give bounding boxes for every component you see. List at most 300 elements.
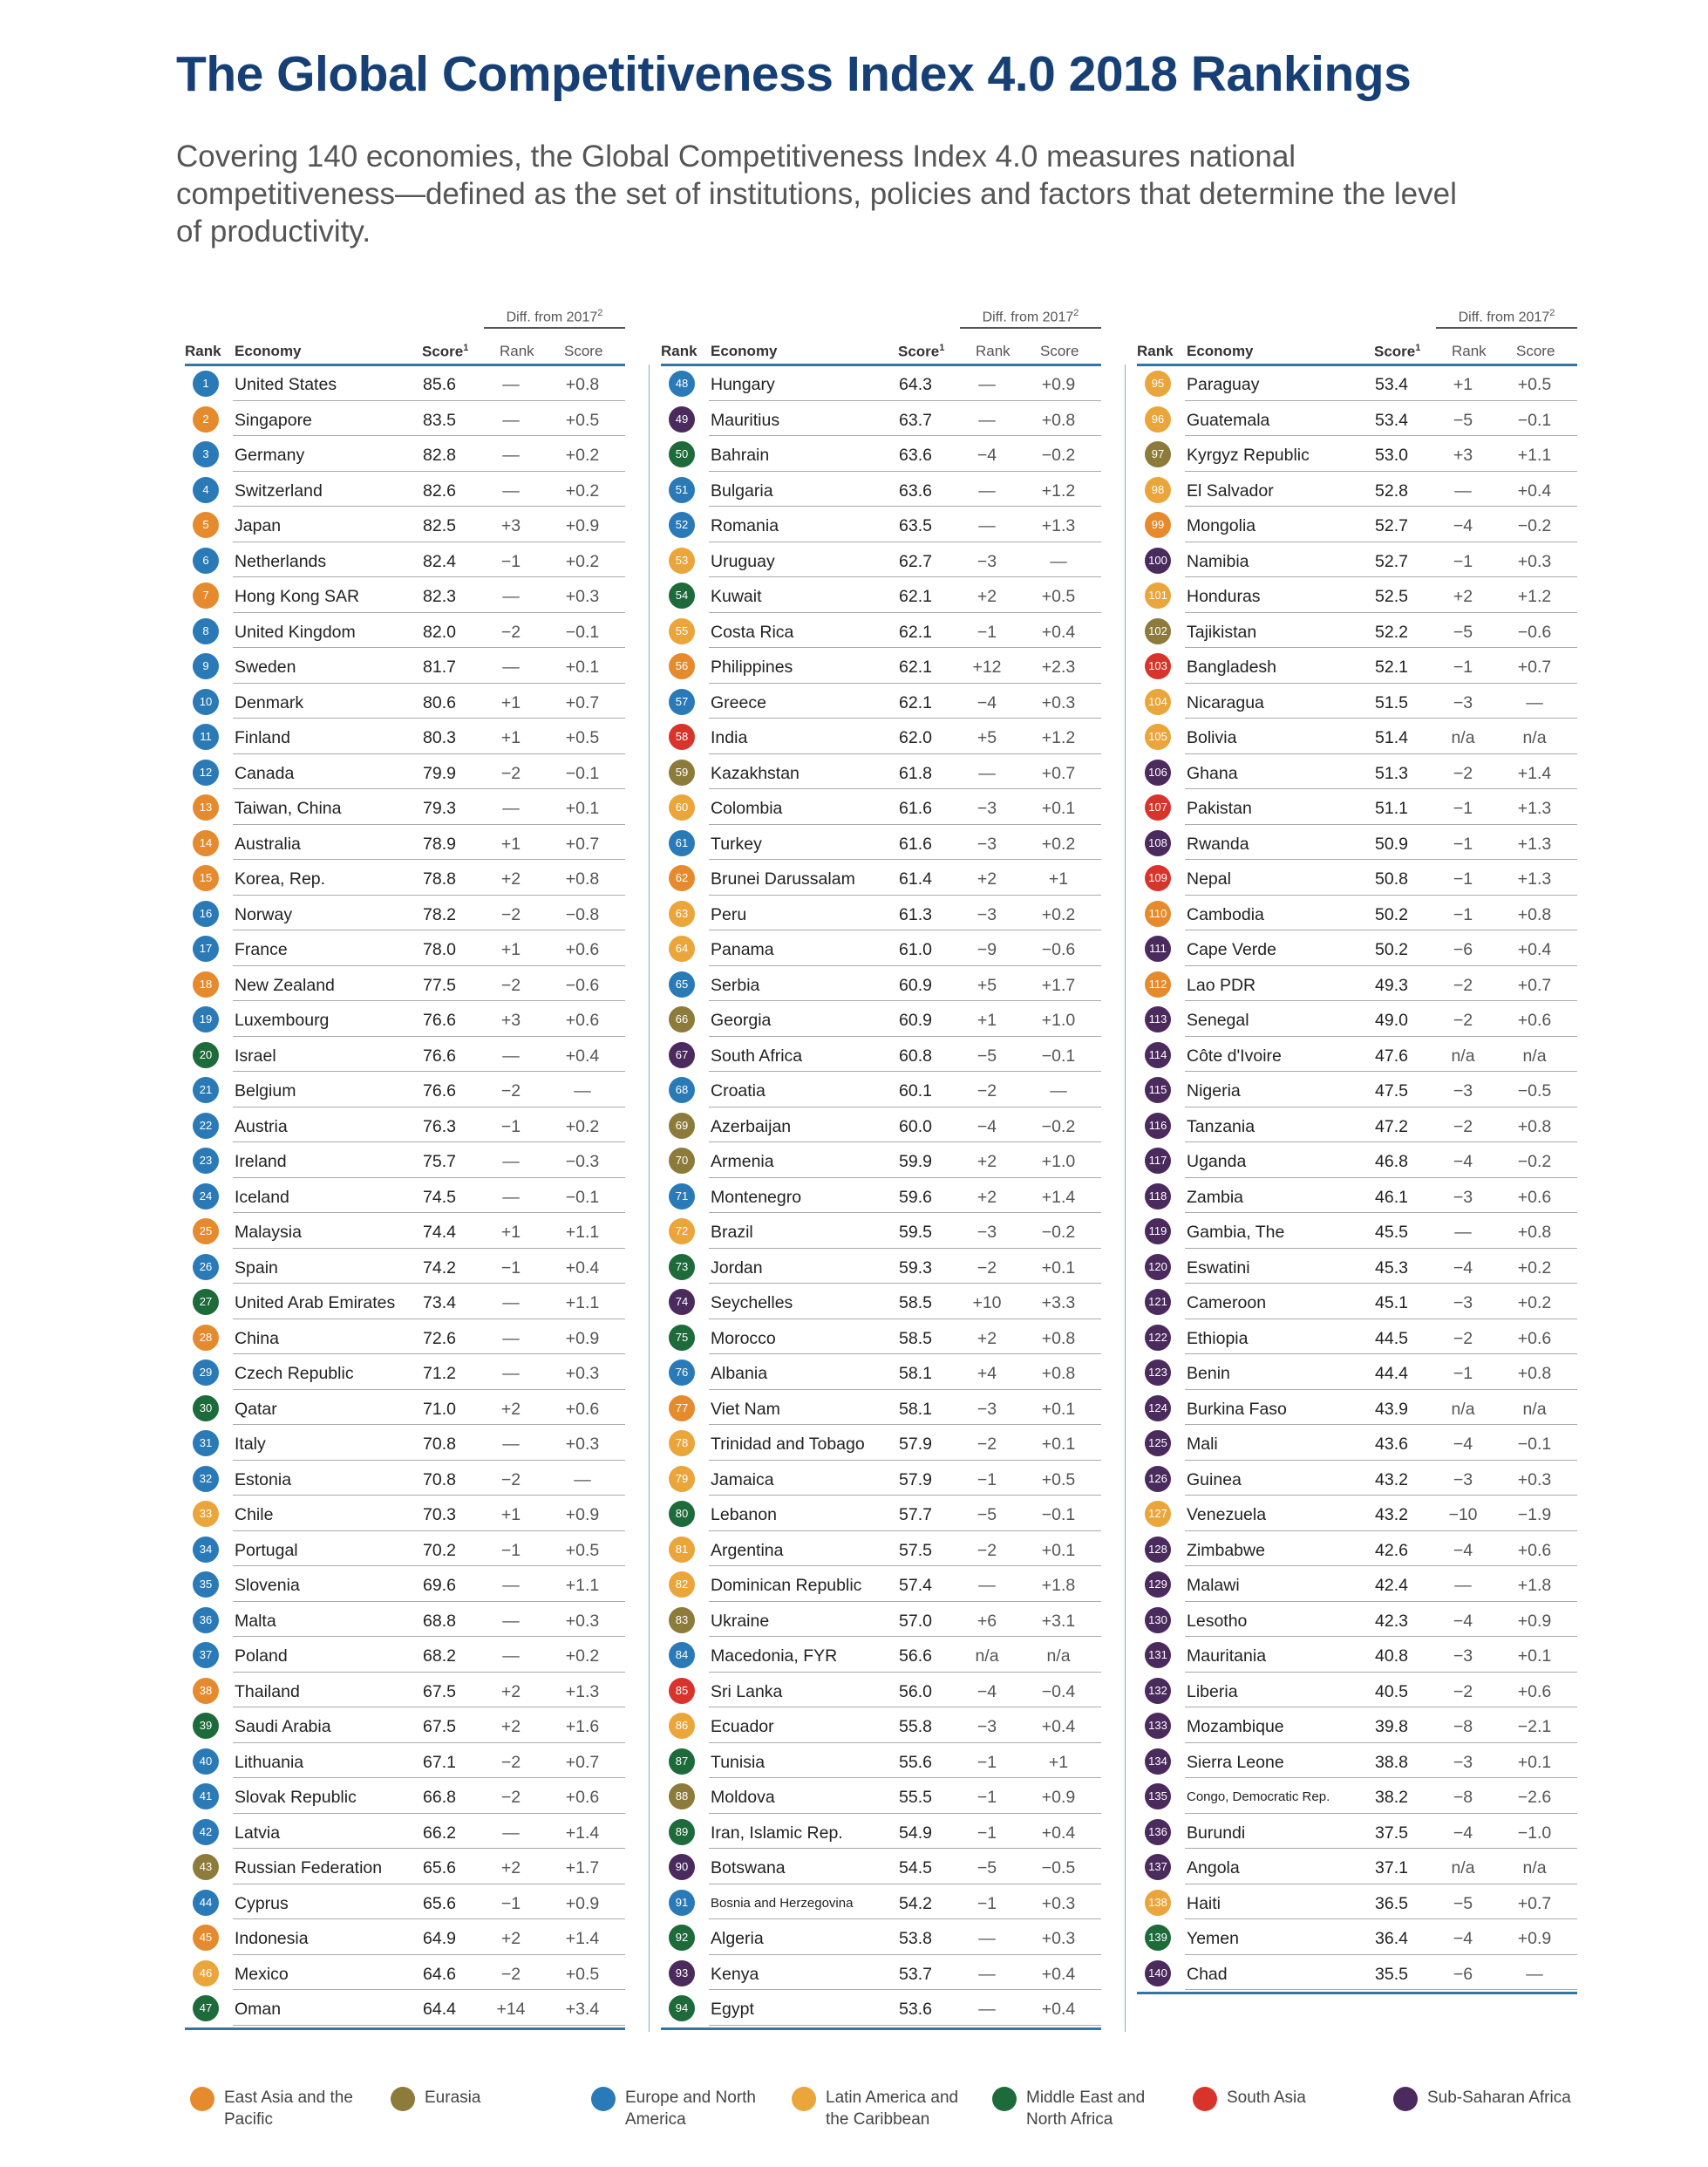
rank-change: n/a	[1451, 728, 1475, 747]
region-legend	[190, 2087, 1585, 2148]
economy-name: Iran, Islamic Rep.	[711, 1823, 843, 1843]
score-change: +0.1	[1517, 1646, 1552, 1666]
table-row	[661, 1425, 1101, 1461]
table-row	[661, 1107, 1101, 1143]
legend-label: Sub-Saharan Africa	[1427, 2089, 1571, 2107]
score-value: 57.9	[899, 1469, 932, 1489]
rank-change: −1	[976, 1823, 997, 1843]
economy-name: Indonesia	[235, 1929, 309, 1948]
score-value: 36.5	[1375, 1893, 1408, 1913]
economy-name: Nepal	[1187, 869, 1231, 889]
rank-badge: 117	[1145, 1148, 1171, 1174]
rank-badge: 96	[1145, 406, 1171, 433]
table-row	[661, 1213, 1101, 1249]
economy-name: India	[711, 728, 748, 747]
score-value: 51.3	[1375, 763, 1408, 783]
rank-change: n/a	[1451, 1399, 1475, 1419]
rank-badge: 114	[1145, 1042, 1171, 1068]
table-row	[185, 1814, 625, 1850]
rank-change: −3	[976, 834, 997, 854]
rank-change: −2	[500, 1081, 521, 1101]
score-change: +0.4	[1041, 1717, 1076, 1736]
economy-name: Mali	[1187, 1434, 1218, 1454]
rank-change: +1	[500, 692, 521, 712]
economy-name: Azerbaijan	[711, 1116, 792, 1136]
table-row	[1137, 930, 1577, 966]
legend-label: Europe and North America	[625, 2089, 756, 2129]
table-row	[661, 1037, 1101, 1073]
rank-badge: 54	[669, 583, 695, 609]
table-row	[185, 860, 625, 896]
rank-badge: 91	[669, 1890, 695, 1916]
table-row	[185, 542, 625, 578]
table-row	[661, 1531, 1101, 1567]
score-change: +0.9	[565, 1505, 600, 1524]
score-value: 66.8	[423, 1788, 456, 1807]
score-value: 63.5	[899, 516, 932, 535]
rank-change: −4	[976, 1116, 997, 1136]
rank-badge: 111	[1145, 936, 1171, 962]
score-change: −0.1	[565, 622, 600, 642]
rank-change: n/a	[1451, 1046, 1475, 1066]
table-row	[185, 896, 625, 931]
rank-change: —	[502, 1823, 520, 1843]
diff-header: Diff. from 2017$^2$	[484, 303, 625, 329]
rank-badge: 2	[193, 406, 219, 433]
score-change: +0.1	[1041, 1257, 1076, 1278]
score-change: +0.6	[565, 1011, 600, 1030]
rank-badge: 19	[193, 1006, 219, 1032]
score-value: 52.7	[1375, 551, 1408, 571]
table-row	[185, 719, 625, 754]
economy-name: Panama	[711, 940, 774, 959]
score-value: 40.8	[1375, 1646, 1408, 1666]
score-change: +3.4	[565, 2000, 600, 2019]
score-change: n/a	[1522, 728, 1547, 747]
column-header-row	[1137, 334, 1577, 366]
table-row	[1137, 1425, 1577, 1461]
economy-name: Ecuador	[711, 1717, 774, 1736]
table-row	[661, 1990, 1101, 2026]
table-row	[185, 1037, 625, 1073]
score-value: 57.9	[899, 1434, 932, 1454]
score-change: +1	[1048, 1752, 1069, 1772]
score-value: 60.9	[899, 975, 932, 995]
table-row	[1137, 896, 1577, 931]
rank-change: n/a	[975, 1646, 999, 1666]
score-change: +0.4	[1517, 480, 1552, 501]
table-row	[1137, 1814, 1577, 1850]
score-change: +0.2	[1041, 834, 1076, 854]
score-change: −0.2	[1041, 446, 1076, 465]
score-change: −1.0	[1517, 1823, 1552, 1843]
score-change: +0.4	[1041, 622, 1076, 642]
score-change: +0.9	[1041, 1788, 1076, 1807]
table-row	[1137, 1001, 1577, 1037]
table-row	[661, 896, 1101, 931]
rank-change: −1	[1453, 551, 1473, 571]
rank-badge: 42	[193, 1819, 219, 1845]
rank-change: −2	[500, 1788, 521, 1807]
table-row	[1137, 1673, 1577, 1708]
score-change: +0.5	[1041, 587, 1076, 606]
score-change: +1	[1048, 869, 1069, 889]
rank-badge: 48	[669, 371, 695, 397]
rank-change: —	[978, 2000, 996, 2019]
score-value: 53.4	[1375, 375, 1408, 394]
score-change: −0.1	[1041, 1046, 1076, 1066]
economy-name: United Arab Emirates	[235, 1293, 396, 1312]
rank-change: −2	[976, 1257, 997, 1278]
rank-badge: 52	[669, 512, 695, 538]
table-row	[185, 1743, 625, 1779]
economy-name: Latvia	[235, 1823, 281, 1843]
economy-name: Serbia	[711, 975, 760, 995]
score-value: 82.6	[423, 480, 456, 501]
table-row	[661, 860, 1101, 896]
rank-change: —	[978, 1964, 996, 1984]
economy-name: Kyrgyz Republic	[1187, 446, 1310, 465]
economy-name: Taiwan, China	[235, 799, 342, 818]
economy-name: Israel	[235, 1046, 276, 1066]
economy-name: Canada	[235, 763, 295, 783]
table-row	[185, 966, 625, 1002]
economy-name: Côte d'Ivoire	[1187, 1046, 1282, 1066]
score-value: 37.5	[1375, 1823, 1408, 1843]
score-change: +0.7	[1517, 1893, 1552, 1913]
rank-change: +2	[976, 869, 997, 889]
score-change: +0.4	[565, 1046, 600, 1066]
table-row	[661, 507, 1101, 542]
table-row	[661, 719, 1101, 754]
economy-name: Ukraine	[711, 1611, 770, 1631]
rank-badge: 128	[1145, 1537, 1171, 1563]
header-rank: Rank	[1137, 343, 1174, 359]
economy-name: Trinidad and Tobago	[711, 1434, 865, 1454]
score-change: +0.8	[1517, 904, 1552, 924]
table-row	[1137, 1142, 1577, 1178]
rank-badge: 35	[193, 1571, 219, 1598]
score-change: +0.3	[1041, 692, 1076, 712]
legend-label: Eurasia	[425, 2089, 481, 2107]
rank-badge: 100	[1145, 548, 1171, 574]
score-value: 76.6	[423, 1081, 456, 1101]
economy-name: Australia	[235, 834, 301, 854]
score-value: 78.0	[423, 940, 456, 959]
header-diff-rank: Rank	[976, 343, 1011, 359]
score-value: 82.8	[423, 446, 456, 465]
table-row	[185, 1461, 625, 1496]
header-rank: Rank	[185, 343, 221, 359]
score-change: +0.2	[565, 551, 600, 571]
score-value: 79.9	[423, 763, 456, 783]
score-value: 67.1	[423, 1752, 456, 1772]
economy-name: Croatia	[711, 1081, 766, 1101]
score-change: +0.2	[565, 446, 600, 465]
table-row	[185, 1707, 625, 1743]
score-value: 61.0	[899, 940, 932, 959]
rank-change: −10	[1448, 1505, 1478, 1524]
score-value: 69.6	[423, 1576, 456, 1595]
score-value: 38.8	[1375, 1752, 1408, 1772]
score-value: 62.1	[899, 658, 932, 677]
header-diff-rank: Rank	[1452, 343, 1487, 359]
table-row	[1137, 1319, 1577, 1355]
score-value: 62.1	[899, 587, 932, 606]
rank-badge: 122	[1145, 1325, 1171, 1351]
rank-badge: 79	[669, 1466, 695, 1492]
rank-badge: 104	[1145, 689, 1171, 715]
table-row	[1137, 401, 1577, 437]
rank-badge: 83	[669, 1607, 695, 1633]
economy-name: Senegal	[1187, 1011, 1249, 1030]
rank-change: −2	[1453, 1328, 1473, 1348]
economy-name: Uganda	[1187, 1152, 1247, 1171]
score-change: +0.6	[565, 940, 600, 959]
rank-change: —	[502, 587, 520, 606]
rank-badge: 6	[193, 548, 219, 574]
table-row	[185, 1778, 625, 1814]
economy-name: Kazakhstan	[711, 763, 800, 783]
score-change: n/a	[1522, 1399, 1547, 1419]
rank-badge: 109	[1145, 865, 1171, 891]
rank-change: −2	[976, 1434, 997, 1454]
rank-badge: 106	[1145, 760, 1171, 786]
rank-badge: 3	[193, 441, 219, 467]
score-change: +0.8	[565, 869, 600, 889]
table-row	[185, 1566, 625, 1602]
score-value: 45.1	[1375, 1293, 1408, 1312]
score-value: 58.5	[899, 1293, 932, 1312]
score-value: 60.9	[899, 1011, 932, 1030]
score-change: −0.2	[1041, 1223, 1076, 1242]
economy-name: Egypt	[711, 2000, 754, 2019]
legend-label: East Asia and the Pacific	[224, 2089, 353, 2129]
score-value: 62.1	[899, 622, 932, 642]
rank-change: −4	[976, 446, 997, 465]
table-row	[1137, 754, 1577, 790]
rank-change: −3	[1453, 1752, 1473, 1772]
rank-change: —	[502, 410, 520, 430]
diff-footnote: 2	[1549, 308, 1555, 318]
score-value: 78.8	[423, 869, 456, 889]
score-value: 80.3	[423, 728, 456, 747]
economy-name: Morocco	[711, 1328, 776, 1348]
score-change: +0.5	[565, 1540, 600, 1560]
economy-name: Switzerland	[235, 480, 323, 501]
score-change: +0.6	[1517, 1540, 1552, 1560]
rank-badge: 57	[669, 689, 695, 715]
table-row	[661, 825, 1101, 861]
table-row	[185, 1673, 625, 1708]
score-value: 47.2	[1375, 1116, 1408, 1136]
score-change: +1.4	[565, 1929, 600, 1948]
table-row	[1137, 966, 1577, 1002]
rank-change: −4	[1453, 1823, 1473, 1843]
rank-change: −2	[500, 622, 521, 642]
score-change: +0.9	[565, 1328, 600, 1348]
score-footnote: 1	[463, 343, 469, 353]
economy-name: Kenya	[711, 1964, 759, 1984]
rank-change: —	[502, 375, 520, 394]
score-value: 52.7	[1375, 516, 1408, 535]
score-change: +3.1	[1041, 1611, 1076, 1631]
rank-badge: 84	[669, 1642, 695, 1668]
score-change: +0.5	[565, 728, 600, 747]
rank-badge: 29	[193, 1359, 219, 1386]
score-value: 79.3	[423, 799, 456, 818]
score-change: −0.4	[1041, 1681, 1076, 1701]
page-title: The Global Competitiveness Index 4.0 2018 Rankings	[176, 46, 1412, 102]
economy-name: Romania	[711, 516, 779, 535]
economy-name: Japan	[235, 516, 282, 535]
table-row	[1137, 1072, 1577, 1107]
rank-change: −2	[1453, 763, 1473, 783]
score-value: 78.9	[423, 834, 456, 854]
score-value: 67.5	[423, 1717, 456, 1736]
score-value: 76.6	[423, 1011, 456, 1030]
table-bottom-rule	[1137, 1992, 1577, 1994]
economy-name: Guatemala	[1187, 410, 1270, 430]
table-row	[1137, 1637, 1577, 1673]
score-change: +1.0	[1041, 1011, 1076, 1030]
score-change: +0.6	[565, 1788, 600, 1807]
score-value: 43.6	[1375, 1434, 1408, 1454]
rank-change: −1	[1453, 904, 1473, 924]
economy-name: Montenegro	[711, 1187, 802, 1207]
rank-change: −1	[500, 1893, 521, 1913]
rank-badge: 80	[669, 1501, 695, 1527]
table-row	[661, 1319, 1101, 1355]
table-row	[185, 1284, 625, 1319]
rank-badge: 64	[669, 936, 695, 962]
economy-name: Ethiopia	[1187, 1328, 1249, 1348]
rank-change: —	[1454, 1223, 1472, 1242]
economy-name: Guinea	[1187, 1469, 1242, 1489]
column-header-row	[661, 334, 1101, 366]
economy-name: Hong Kong SAR	[235, 587, 360, 606]
score-value: 60.8	[899, 1046, 932, 1066]
score-value: 59.3	[899, 1257, 932, 1278]
rank-change: −3	[1453, 692, 1473, 712]
table-row	[1137, 648, 1577, 684]
score-value: 42.6	[1375, 1540, 1408, 1560]
score-change: +0.6	[565, 1399, 600, 1419]
rank-change: −3	[1453, 1187, 1473, 1207]
rank-badge: 23	[193, 1148, 219, 1174]
rank-change: −3	[1453, 1293, 1473, 1312]
rank-change: −3	[976, 904, 997, 924]
score-value: 49.0	[1375, 1011, 1408, 1030]
economy-name: Armenia	[711, 1152, 774, 1171]
rank-change: −1	[1453, 1364, 1473, 1383]
economy-name: El Salvador	[1187, 480, 1274, 501]
table-row	[661, 1284, 1101, 1319]
economy-name: Benin	[1187, 1364, 1230, 1383]
table-row	[185, 365, 625, 401]
score-change: +0.5	[1517, 375, 1552, 394]
economy-name: Uruguay	[711, 551, 775, 571]
rank-change: −1	[1453, 869, 1473, 889]
score-change: −0.5	[1517, 1081, 1552, 1101]
score-value: 82.3	[423, 587, 456, 606]
rank-badge: 31	[193, 1430, 219, 1456]
rank-badge: 94	[669, 1995, 695, 2021]
economy-name: Dominican Republic	[711, 1576, 862, 1595]
rank-change: −5	[976, 1046, 997, 1066]
table-row	[661, 1707, 1101, 1743]
economy-name: Chad	[1187, 1964, 1228, 1984]
score-change: +1.7	[565, 1858, 600, 1877]
rank-badge: 137	[1145, 1854, 1171, 1880]
economy-name: South Africa	[711, 1046, 803, 1066]
score-change: +0.3	[565, 1434, 600, 1454]
rank-change: +2	[976, 587, 997, 606]
economy-name: Botswana	[711, 1858, 786, 1877]
economy-name: Kuwait	[711, 587, 762, 606]
economy-name: Cape Verde	[1187, 940, 1276, 959]
score-value: 55.5	[899, 1788, 932, 1807]
score-value: 74.4	[423, 1223, 456, 1242]
score-change: −0.5	[1041, 1858, 1076, 1877]
rank-badge: 32	[193, 1466, 219, 1492]
rank-change: −4	[1453, 1434, 1473, 1454]
economy-name: Ghana	[1187, 763, 1238, 783]
score-change: +0.8	[1041, 410, 1076, 430]
score-value: 50.8	[1375, 869, 1408, 889]
score-change: +1.2	[1517, 587, 1552, 606]
table-bottom-rule	[185, 2027, 625, 2030]
economy-name: Bulgaria	[711, 480, 773, 501]
table-row	[661, 1142, 1101, 1178]
rank-badge: 43	[193, 1854, 219, 1880]
table-row	[185, 754, 625, 790]
score-change: +0.8	[1517, 1364, 1552, 1383]
table-row	[661, 1637, 1101, 1673]
rank-badge: 103	[1145, 653, 1171, 679]
score-value: 45.5	[1375, 1223, 1408, 1242]
score-value: 71.2	[423, 1364, 456, 1383]
rank-badge: 135	[1145, 1783, 1171, 1809]
rank-badge: 86	[669, 1713, 695, 1739]
economy-name: Netherlands	[235, 551, 327, 571]
score-value: 70.3	[423, 1505, 456, 1524]
economy-name: Congo, Democratic Rep.	[1187, 1789, 1330, 1804]
score-change: —	[1526, 692, 1543, 712]
legend-dot-icon	[391, 2087, 415, 2111]
table-row	[185, 1496, 625, 1531]
rank-badge: 82	[669, 1571, 695, 1598]
table-row	[661, 1814, 1101, 1850]
economy-name: Slovak Republic	[235, 1788, 357, 1807]
rank-badge: 123	[1145, 1359, 1171, 1386]
rank-change: −4	[1453, 1152, 1473, 1171]
economy-name: Nigeria	[1187, 1081, 1241, 1101]
rank-badge: 13	[193, 794, 219, 821]
table-row	[1137, 1213, 1577, 1249]
score-value: 53.8	[899, 1929, 932, 1948]
header-score: Score$^1$	[422, 343, 469, 360]
economy-name: Tanzania	[1187, 1116, 1255, 1136]
rank-badge: 121	[1145, 1289, 1171, 1315]
economy-name: United Kingdom	[235, 622, 356, 642]
table-row	[185, 1955, 625, 1991]
score-change: +1.8	[1517, 1576, 1552, 1595]
table-row	[1137, 1566, 1577, 1602]
rank-badge: 76	[669, 1359, 695, 1386]
economy-name: Finland	[235, 728, 290, 747]
table-row	[185, 1637, 625, 1673]
